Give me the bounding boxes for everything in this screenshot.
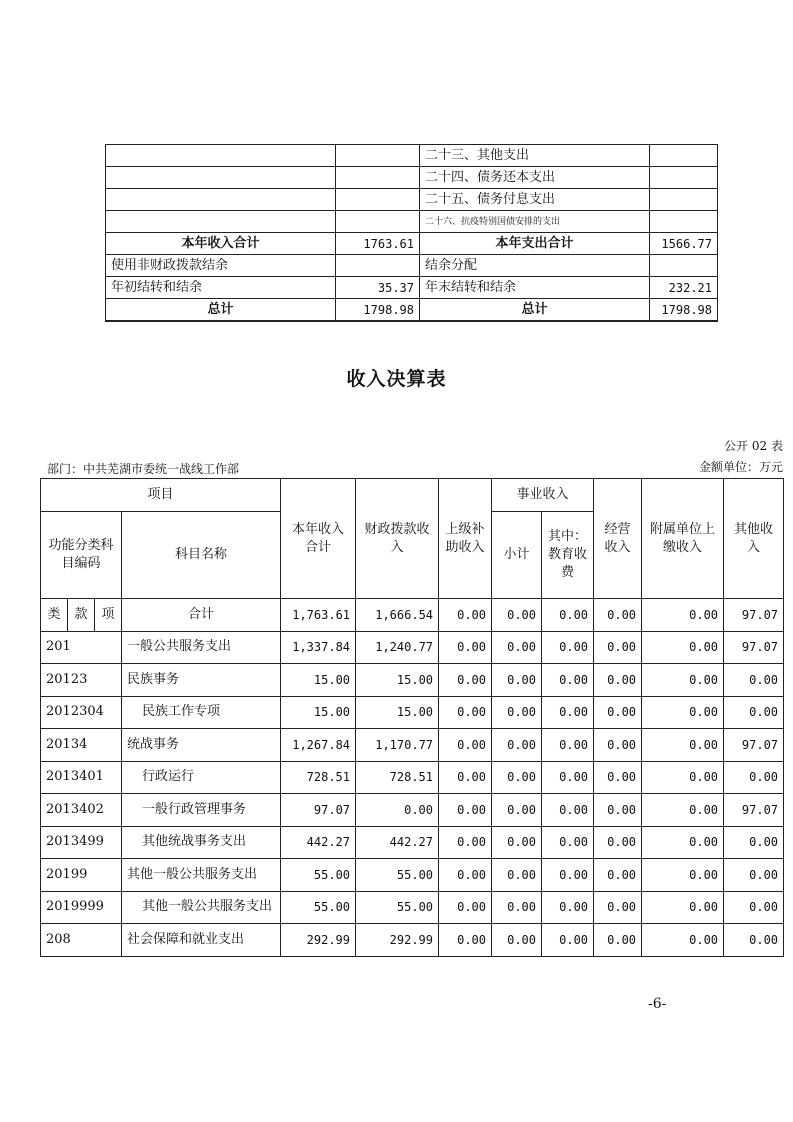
row-value: 0.00 <box>542 664 594 697</box>
summary-left-value: 1763.61 <box>336 233 420 255</box>
row-value: 0.00 <box>642 631 724 664</box>
row-value: 0.00 <box>439 859 492 892</box>
summary-left-label <box>106 167 336 189</box>
row-value: 0.00 <box>439 761 492 794</box>
summary-left-value <box>336 211 420 233</box>
summary-right-label: 本年支出合计 <box>420 233 650 255</box>
row-value: 0.00 <box>594 924 642 957</box>
row-value: 0.00 <box>542 859 594 892</box>
row-name: 行政运行 <box>122 761 281 794</box>
row-value: 728.51 <box>281 761 356 794</box>
row-code: 208 <box>41 924 122 957</box>
row-value: 0.00 <box>642 826 724 859</box>
row-value: 97.07 <box>724 794 784 827</box>
header-other: 其他收入 <box>724 479 784 599</box>
row-value: 0.00 <box>642 696 724 729</box>
summary-right-value: 232.21 <box>650 277 718 299</box>
summary-left-label: 本年收入合计 <box>106 233 336 255</box>
row-name: 其他统战事务支出 <box>122 826 281 859</box>
summary-right-value: 1566.77 <box>650 233 718 255</box>
row-code: 2013402 <box>41 794 122 827</box>
row-value: 55.00 <box>281 859 356 892</box>
row-value: 292.99 <box>356 924 439 957</box>
row-value: 0.00 <box>439 891 492 924</box>
row-value: 0.00 <box>439 696 492 729</box>
row-value: 97.07 <box>724 729 784 762</box>
row-code: 2013499 <box>41 826 122 859</box>
page-number: -6- <box>648 996 667 1012</box>
header-affiliated: 附属单位上缴收入 <box>642 479 724 599</box>
row-value: 0.00 <box>542 761 594 794</box>
row-value: 0.00 <box>542 794 594 827</box>
row-value: 0.00 <box>724 891 784 924</box>
row-value: 0.00 <box>594 729 642 762</box>
summary-left-value: 35.37 <box>336 277 420 299</box>
row-value: 0.00 <box>492 664 542 697</box>
header-kuan: 款 <box>68 599 95 632</box>
summary-left-value <box>336 145 420 167</box>
table-row <box>41 826 784 859</box>
header-operating: 经营收入 <box>594 479 642 599</box>
row-value: 442.27 <box>356 826 439 859</box>
summary-right-label: 二十五、债务付息支出 <box>420 189 650 211</box>
income-table <box>40 478 784 957</box>
row-value: 97.07 <box>281 794 356 827</box>
row-value: 0.00 <box>594 826 642 859</box>
row-value: 1,267.84 <box>281 729 356 762</box>
row-value: 0.00 <box>724 924 784 957</box>
row-value: 1,337.84 <box>281 631 356 664</box>
summary-right-value <box>650 189 718 211</box>
table-row <box>41 664 784 697</box>
row-value: 0.00 <box>356 794 439 827</box>
summary-row <box>106 255 718 277</box>
header-superior: 上级补助收入 <box>439 479 492 599</box>
row-value: 0.00 <box>642 664 724 697</box>
table-row <box>41 794 784 827</box>
summary-left-label: 使用非财政拨款结余 <box>106 255 336 277</box>
summary-right-value: 1798.98 <box>650 299 718 322</box>
row-value: 0.00 <box>542 891 594 924</box>
summary-row <box>106 189 718 211</box>
table-row <box>41 729 784 762</box>
row-value: 55.00 <box>281 891 356 924</box>
summary-left-value <box>336 189 420 211</box>
row-value: 0.00 <box>542 826 594 859</box>
summary-left-label <box>106 145 336 167</box>
row-value: 292.99 <box>281 924 356 957</box>
form-code: 公开 02 表 <box>724 439 783 453</box>
row-value: 728.51 <box>356 761 439 794</box>
row-value: 0.00 <box>724 664 784 697</box>
row-value: 1,240.77 <box>356 631 439 664</box>
row-value: 0.00 <box>724 696 784 729</box>
row-value: 0.00 <box>439 924 492 957</box>
summary-table <box>105 144 718 322</box>
row-value: 0.00 <box>594 631 642 664</box>
row-value: 0.00 <box>642 924 724 957</box>
total-cell: 0.00 <box>439 599 492 632</box>
summary-left-label <box>106 189 336 211</box>
row-value: 55.00 <box>356 859 439 892</box>
row-value: 1,170.77 <box>356 729 439 762</box>
header-lei: 类 <box>41 599 68 632</box>
row-value: 0.00 <box>492 696 542 729</box>
header-xiang: 项 <box>95 599 122 632</box>
row-code: 2013401 <box>41 761 122 794</box>
summary-right-value <box>650 255 718 277</box>
total-cell: 0.00 <box>492 599 542 632</box>
header-fiscal: 财政拨款收入 <box>356 479 439 599</box>
row-name: 民族事务 <box>122 664 281 697</box>
row-code: 2012304 <box>41 696 122 729</box>
total-label: 合计 <box>122 599 281 632</box>
summary-right-value <box>650 145 718 167</box>
header-func-code: 功能分类科目编码 <box>41 512 122 599</box>
summary-row <box>106 277 718 299</box>
row-value: 0.00 <box>492 794 542 827</box>
row-name: 一般行政管理事务 <box>122 794 281 827</box>
row-value: 0.00 <box>492 826 542 859</box>
summary-right-label: 结余分配 <box>420 255 650 277</box>
summary-right-value <box>650 167 718 189</box>
total-cell: 1,763.61 <box>281 599 356 632</box>
total-cell: 0.00 <box>642 599 724 632</box>
row-name: 一般公共服务支出 <box>122 631 281 664</box>
summary-row <box>106 233 718 255</box>
summary-right-label: 二十六、抗疫特别国债安排的支出 <box>420 211 650 233</box>
row-value: 0.00 <box>642 891 724 924</box>
row-value: 0.00 <box>439 794 492 827</box>
summary-left-label: 年初结转和结余 <box>106 277 336 299</box>
header-subject-name: 科目名称 <box>122 512 281 599</box>
summary-row <box>106 299 718 322</box>
row-name: 民族工作专项 <box>122 696 281 729</box>
summary-left-value <box>336 255 420 277</box>
row-value: 0.00 <box>439 631 492 664</box>
row-value: 0.00 <box>439 826 492 859</box>
total-cell: 1,666.54 <box>356 599 439 632</box>
summary-right-label: 二十三、其他支出 <box>420 145 650 167</box>
row-value: 0.00 <box>492 729 542 762</box>
table-row <box>41 631 784 664</box>
row-value: 0.00 <box>642 761 724 794</box>
row-value: 0.00 <box>542 696 594 729</box>
header-business: 事业收入 <box>492 479 594 512</box>
row-value: 0.00 <box>492 924 542 957</box>
row-name: 其他一般公共服务支出 <box>122 891 281 924</box>
table-row <box>41 891 784 924</box>
row-code: 20134 <box>41 729 122 762</box>
row-value: 97.07 <box>724 631 784 664</box>
summary-left-value <box>336 167 420 189</box>
row-name: 其他一般公共服务支出 <box>122 859 281 892</box>
row-code: 201 <box>41 631 122 664</box>
row-value: 0.00 <box>594 794 642 827</box>
row-value: 0.00 <box>439 664 492 697</box>
row-value: 0.00 <box>594 891 642 924</box>
row-value: 0.00 <box>642 794 724 827</box>
summary-right-label: 年末结转和结余 <box>420 277 650 299</box>
summary-row <box>106 167 718 189</box>
header-subtotal: 小计 <box>492 512 542 599</box>
row-value: 0.00 <box>542 924 594 957</box>
row-value: 0.00 <box>724 761 784 794</box>
row-value: 0.00 <box>492 859 542 892</box>
row-value: 55.00 <box>356 891 439 924</box>
row-value: 0.00 <box>542 729 594 762</box>
summary-row <box>106 211 718 233</box>
row-value: 0.00 <box>492 761 542 794</box>
header-education: 其中：教育收费 <box>542 512 594 599</box>
row-value: 0.00 <box>594 761 642 794</box>
total-row <box>41 599 784 632</box>
total-cell: 0.00 <box>542 599 594 632</box>
row-code: 2019999 <box>41 891 122 924</box>
summary-left-value: 1798.98 <box>336 299 420 322</box>
header-item: 项目 <box>41 479 281 512</box>
row-value: 0.00 <box>492 891 542 924</box>
table-row <box>41 696 784 729</box>
row-value: 15.00 <box>356 664 439 697</box>
total-cell: 97.07 <box>724 599 784 632</box>
row-name: 社会保障和就业支出 <box>122 924 281 957</box>
summary-right-value <box>650 211 718 233</box>
row-value: 15.00 <box>356 696 439 729</box>
row-value: 15.00 <box>281 696 356 729</box>
summary-left-label: 总计 <box>106 299 336 322</box>
summary-right-label: 总计 <box>420 299 650 322</box>
row-value: 0.00 <box>439 729 492 762</box>
row-code: 20199 <box>41 859 122 892</box>
row-value: 442.27 <box>281 826 356 859</box>
row-value: 0.00 <box>594 696 642 729</box>
row-value: 0.00 <box>724 859 784 892</box>
summary-right-label: 二十四、债务还本支出 <box>420 167 650 189</box>
header-total-income: 本年收入合计 <box>281 479 356 599</box>
total-cell: 0.00 <box>594 599 642 632</box>
row-value: 0.00 <box>642 859 724 892</box>
summary-row <box>106 145 718 167</box>
page-title: 收入决算表 <box>346 368 447 390</box>
department-label: 部门：中共芜湖市委统一战线工作部 <box>47 462 240 476</box>
row-name: 统战事务 <box>122 729 281 762</box>
row-value: 0.00 <box>542 631 594 664</box>
row-value: 0.00 <box>492 631 542 664</box>
summary-left-label <box>106 211 336 233</box>
table-row <box>41 761 784 794</box>
row-code: 20123 <box>41 664 122 697</box>
row-value: 0.00 <box>724 826 784 859</box>
row-value: 0.00 <box>642 729 724 762</box>
row-value: 0.00 <box>594 664 642 697</box>
row-value: 0.00 <box>594 859 642 892</box>
unit-label: 金额单位：万元 <box>698 460 783 474</box>
table-row <box>41 859 784 892</box>
row-value: 15.00 <box>281 664 356 697</box>
table-row <box>41 924 784 957</box>
